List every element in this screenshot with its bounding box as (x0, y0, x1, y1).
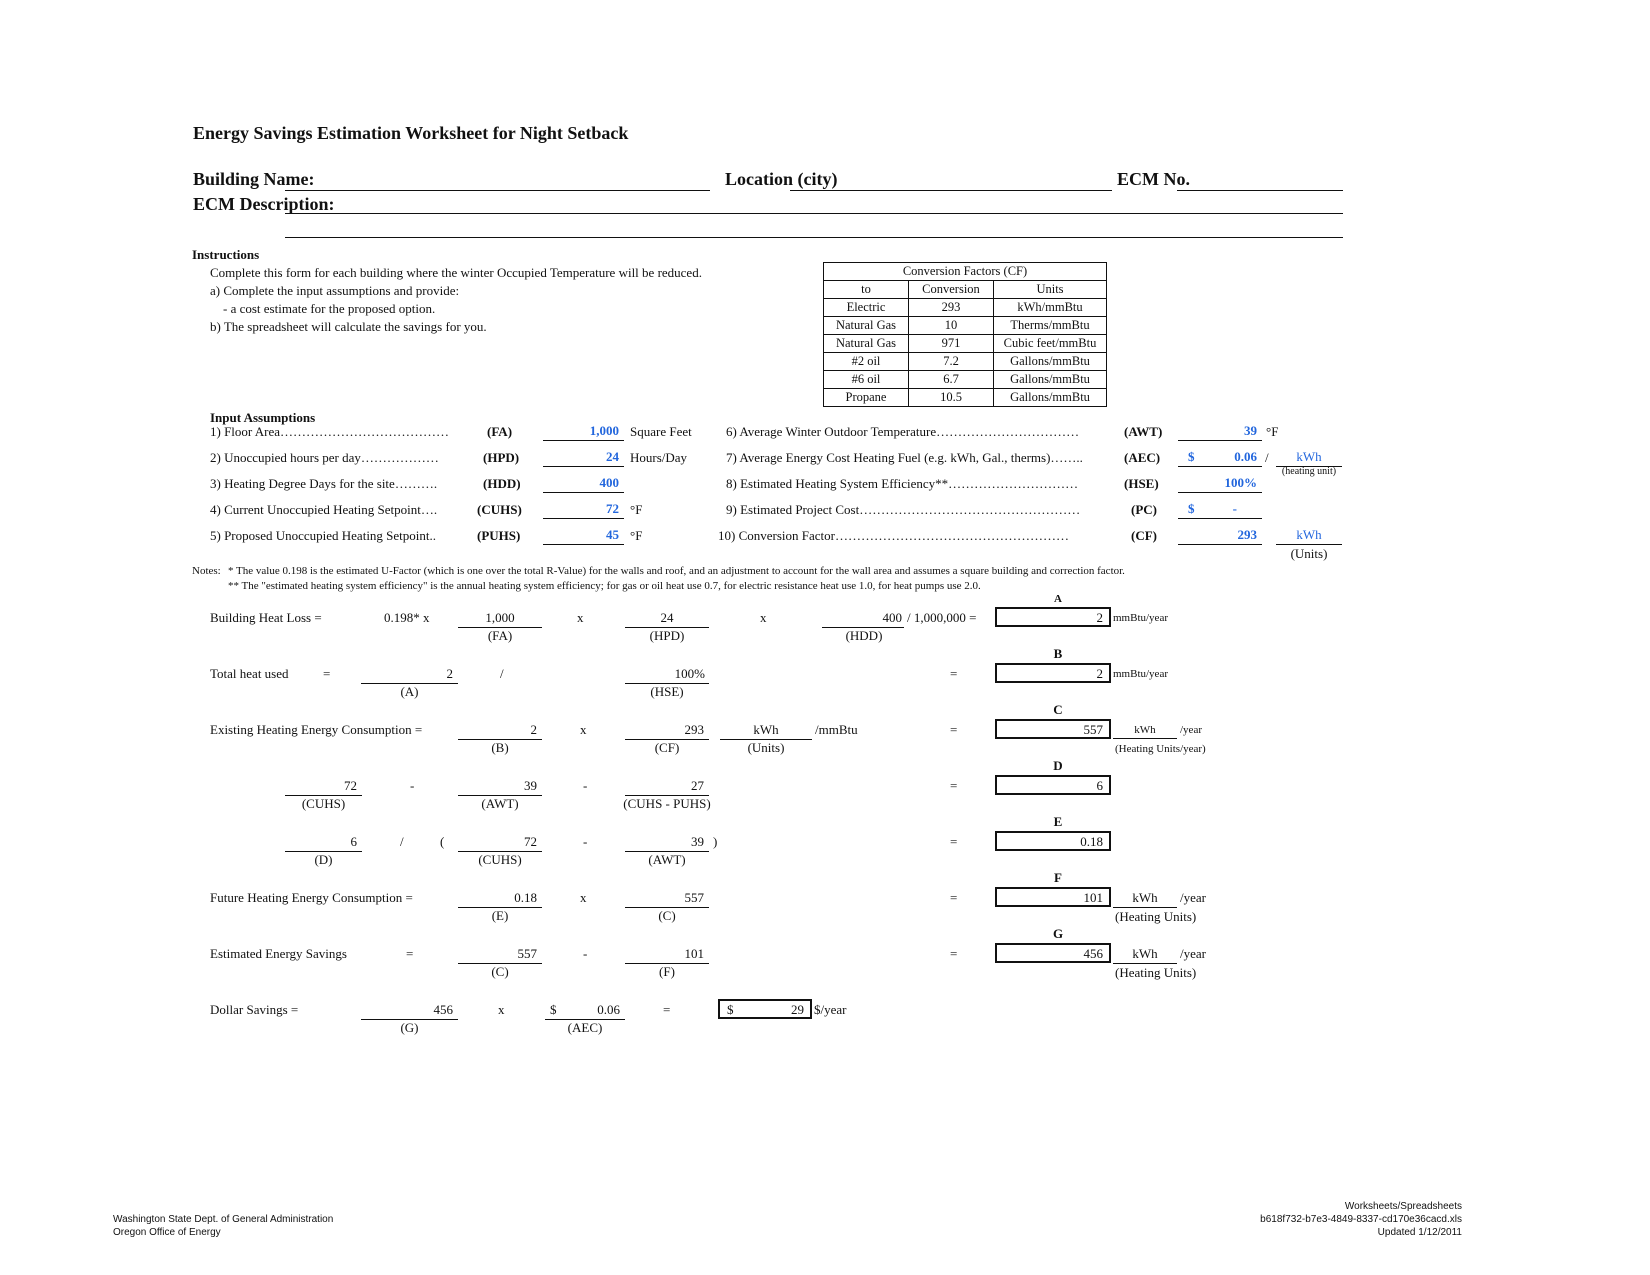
calc-value: 0.06 (597, 1002, 620, 1017)
table-cell: Gallons/mmBtu (994, 389, 1107, 407)
ecm-no-field[interactable] (1177, 190, 1343, 191)
equals: = (323, 666, 331, 681)
calc-value: 101 (625, 946, 709, 964)
operator: - (410, 778, 415, 793)
ecm-no-label: ECM No. (1117, 169, 1190, 189)
paren-close: ) (713, 834, 718, 849)
footer-org-1: Washington State Dept. of General Administration (113, 1214, 334, 1225)
equals: = (950, 722, 958, 737)
calc-divisor: / 1,000,000 = (907, 610, 977, 625)
result-subnote: (Heating Units) (1115, 909, 1197, 924)
calc-label: Building Heat Loss = (210, 610, 322, 625)
table-cell: Natural Gas (824, 335, 909, 353)
proposed-setpoint-input[interactable]: 45 (543, 527, 624, 545)
calc-ref: (AWT) (648, 852, 686, 867)
table-cell: Propane (824, 389, 909, 407)
calc-ref: (G) (400, 1020, 419, 1035)
operator: x (577, 610, 584, 625)
calc-ref: (HSE) (650, 684, 684, 699)
table-row (824, 389, 1107, 407)
result-unit: mmBtu/year (1113, 668, 1168, 680)
equals: = (950, 666, 958, 681)
result-box-a: 2 (995, 607, 1111, 627)
result-subnote: (Heating Units) (1115, 965, 1197, 980)
result-letter: E (1053, 814, 1063, 829)
calc-value: 6 (285, 834, 362, 852)
input-code-hpd: (HPD) (483, 450, 520, 465)
equals: = (406, 946, 414, 961)
conversion-factor-input[interactable]: 293 (1178, 527, 1262, 545)
input-label-puhs: 5) Proposed Unoccupied Heating Setpoint.. (210, 528, 437, 543)
calc-ref: (CUHS) (478, 852, 522, 867)
calc-value: 456 (361, 1002, 458, 1020)
input-unit: Square Feet (630, 424, 692, 439)
input-assumptions-heading: Input Assumptions (210, 410, 316, 425)
result-subnote: (Heating Units/year) (1115, 743, 1206, 755)
input-unit: °F (1266, 424, 1279, 439)
result-letter: D (1053, 758, 1063, 773)
aec-value-cell (545, 1002, 625, 1020)
table-cell: 6.7 (909, 371, 994, 389)
operator: - (583, 778, 588, 793)
result-unit: kWh (1113, 890, 1177, 908)
conversion-header: Conversion (909, 281, 994, 299)
aec-unit: kWh (1276, 449, 1342, 467)
input-label-cf: 10) Conversion Factor……………………………………………… (718, 528, 1069, 543)
dollar-savings-value: 29 (791, 1002, 804, 1017)
cf-unit: kWh (1276, 527, 1342, 545)
table-row (824, 317, 1107, 335)
avg-energy-cost-input[interactable] (1178, 449, 1262, 467)
calc-value: 39 (458, 778, 542, 796)
input-code-hdd: (HDD) (483, 476, 521, 491)
operator: - (583, 834, 588, 849)
calc-ref: (FA) (487, 628, 513, 643)
note-1: * The value 0.198 is the estimated U-Factor (which is one over the total R-Value) for the walls and roof, and an adjustment to account for the wall area and assumes a square building and correction factor. (228, 565, 1125, 577)
calc-ref: (HPD) (649, 628, 685, 643)
input-label-fa: 1) Floor Area………………………………… (210, 424, 450, 439)
table-cell: Natural Gas (824, 317, 909, 335)
input-code-cf: (CF) (1131, 528, 1157, 543)
input-unit: °F (630, 502, 643, 517)
operator: x (580, 890, 587, 905)
calc-label: Dollar Savings = (210, 1002, 299, 1017)
project-cost-input[interactable] (1178, 501, 1262, 519)
instruction-line: - a cost estimate for the proposed option. (223, 301, 436, 316)
calc-label: Estimated Energy Savings (210, 946, 347, 961)
calc-ref: (E) (491, 908, 509, 923)
table-cell: #6 oil (824, 371, 909, 389)
result-box-c: 557 (995, 719, 1111, 739)
building-name-field[interactable] (285, 190, 710, 191)
result-letter: G (1052, 926, 1064, 941)
operator: / (400, 834, 404, 849)
calc-value: 1,000 (458, 610, 542, 628)
aec-slash: / (1265, 450, 1269, 465)
building-name-label: Building Name: (193, 169, 315, 189)
calc-value: 400 (822, 610, 904, 628)
location-label: Location (city) (725, 169, 838, 189)
ecm-description-field[interactable] (285, 213, 1343, 214)
result-box-f: 101 (995, 887, 1111, 907)
calc-ref: (CUHS) (301, 796, 346, 811)
calc-value: 100% (625, 666, 709, 684)
avg-outdoor-temp-input[interactable]: 39 (1178, 423, 1262, 441)
input-code-puhs: (PUHS) (477, 528, 521, 543)
result-letter: C (1053, 702, 1063, 717)
footer-left (113, 1213, 333, 1239)
calc-ref: (HDD) (845, 628, 883, 643)
calc-ref: (D) (314, 852, 333, 867)
location-field[interactable] (790, 190, 1112, 191)
result-box-d: 6 (995, 775, 1111, 795)
calc-ref: (F) (659, 964, 675, 979)
instruction-line: b) The spreadsheet will calculate the savings for you. (210, 319, 487, 334)
currency-symbol: $ (1188, 501, 1195, 516)
footer-right (1260, 1200, 1462, 1239)
unoccupied-hours-input[interactable]: 24 (543, 449, 624, 467)
result-per-year: /year (1180, 724, 1202, 736)
heating-degree-days-input[interactable]: 400 (543, 475, 624, 493)
input-label-aec: 7) Average Energy Cost Heating Fuel (e.g. kWh, Gal., therms)…….. (726, 450, 1083, 465)
result-box-g: 456 (995, 943, 1111, 963)
table-row (824, 299, 1107, 317)
equals: = (950, 946, 958, 961)
input-unit: Hours/Day (630, 450, 688, 465)
conversion-table-title: Conversion Factors (CF) (824, 263, 1107, 281)
result-unit: $/year (814, 1002, 847, 1017)
table-cell: Therms/mmBtu (994, 317, 1107, 335)
floor-area-input[interactable]: 1,000 (543, 423, 624, 441)
table-cell: 293 (909, 299, 994, 317)
calc-value: 557 (625, 890, 709, 908)
operator: x (580, 722, 587, 737)
result-unit: kWh (1113, 946, 1177, 964)
table-cell: 10 (909, 317, 994, 335)
table-cell: kWh/mmBtu (994, 299, 1107, 317)
ecm-description-label: ECM Description: (193, 194, 335, 214)
footer-category: Worksheets/Spreadsheets (1344, 1201, 1462, 1212)
table-row (824, 353, 1107, 371)
result-box-b: 2 (995, 663, 1111, 683)
calc-ref: (CF) (654, 740, 680, 755)
calc-ref: (B) (491, 740, 509, 755)
result-per-year: /year (1180, 946, 1206, 961)
instruction-line: Complete this form for each building where the winter Occupied Temperature will be reduced. (210, 265, 702, 280)
result-letter: A (1054, 593, 1062, 605)
cf-subnote: (Units) (1290, 546, 1328, 561)
calc-ref: (A) (400, 684, 419, 699)
calc-ref: (CUHS - PUHS) (623, 796, 711, 811)
input-code-aec: (AEC) (1124, 450, 1161, 465)
conversion-header: to (824, 281, 909, 299)
calc-per-unit: /mmBtu (815, 722, 858, 737)
table-cell: 7.2 (909, 353, 994, 371)
result-unit: kWh (1113, 724, 1177, 739)
operator: x (498, 1002, 505, 1017)
calc-value: 0.18 (458, 890, 542, 908)
heating-efficiency-input[interactable]: 100% (1178, 475, 1262, 493)
currency-symbol: $ (727, 1002, 734, 1017)
calc-value: 2 (458, 722, 542, 740)
input-code-fa: (FA) (487, 424, 513, 439)
project-cost-value: - (1232, 501, 1237, 516)
current-setpoint-input[interactable]: 72 (543, 501, 624, 519)
input-label-hpd: 2) Unoccupied hours per day……………… (210, 450, 439, 465)
result-unit: mmBtu/year (1113, 612, 1168, 624)
calc-label: Total heat used (210, 666, 289, 681)
avg-energy-cost-value: 0.06 (1234, 449, 1257, 464)
aec-subnote: (heating unit) (1281, 466, 1337, 477)
input-unit: °F (630, 528, 643, 543)
notes-label: Notes: (192, 565, 221, 577)
input-code-cuhs: (CUHS) (477, 502, 522, 517)
input-label-hdd: 3) Heating Degree Days for the site………. (210, 476, 438, 491)
result-letter: B (1053, 646, 1063, 661)
input-label-awt: 6) Average Winter Outdoor Temperature…………………………… (726, 424, 1080, 439)
table-cell: #2 oil (824, 353, 909, 371)
table-cell: 10.5 (909, 389, 994, 407)
calc-ref: (AWT) (481, 796, 519, 811)
table-cell: Cubic feet/mmBtu (994, 335, 1107, 353)
table-cell: 971 (909, 335, 994, 353)
equals: = (950, 834, 958, 849)
input-label-hse: 8) Estimated Heating System Efficiency**………………………… (726, 476, 1079, 491)
table-cell: Gallons/mmBtu (994, 371, 1107, 389)
footer-org-2: Oregon Office of Energy (113, 1227, 221, 1238)
result-per-year: /year (1180, 890, 1206, 905)
equals: = (950, 778, 958, 793)
operator: / (500, 666, 504, 681)
calc-value: 557 (458, 946, 542, 964)
equals: = (663, 1002, 671, 1017)
calc-ref: (C) (658, 908, 676, 923)
currency-symbol: $ (1188, 449, 1195, 464)
result-letter: F (1054, 870, 1062, 885)
conversion-factors-table (823, 262, 1107, 407)
paren-open: ( (440, 834, 445, 849)
result-box-dollar (718, 999, 812, 1019)
calc-value: 27 (625, 778, 709, 796)
table-cell: Gallons/mmBtu (994, 353, 1107, 371)
calc-value: kWh (720, 722, 812, 740)
conversion-header: Units (994, 281, 1107, 299)
instructions-heading: Instructions (192, 247, 260, 262)
equals: = (950, 890, 958, 905)
calc-label: Existing Heating Energy Consumption = (210, 722, 423, 737)
calc-value: 72 (285, 778, 362, 796)
calc-label: Future Heating Energy Consumption = (210, 890, 413, 905)
calc-value: 24 (625, 610, 709, 628)
instruction-line: a) Complete the input assumptions and provide: (210, 283, 460, 298)
operator: x (760, 610, 767, 625)
calc-factor: 0.198* x (384, 610, 430, 625)
calc-value: 72 (458, 834, 542, 852)
input-label-pc: 9) Estimated Project Cost…………………………………………… (726, 502, 1081, 517)
footer-filename: b618f732-b7e3-4849-8337-cd170e36cacd.xls (1260, 1214, 1462, 1225)
result-box-e: 0.18 (995, 831, 1111, 851)
table-row (824, 371, 1107, 389)
footer-updated: Updated 1/12/2011 (1377, 1227, 1462, 1238)
page-title: Energy Savings Estimation Worksheet for Night Setback (193, 123, 629, 143)
calc-value: 2 (361, 666, 458, 684)
note-2: ** The "estimated heating system efficiency" is the annual heating system efficiency; for gas or oil heat use 0.7, for electric resistance heat use 1.0, for heat pumps use 2.0. (228, 580, 981, 592)
table-row (824, 335, 1107, 353)
operator: - (583, 946, 588, 961)
currency-symbol: $ (550, 1002, 557, 1017)
calc-ref: (Units) (747, 740, 785, 755)
ecm-description-field-line2[interactable] (285, 237, 1343, 238)
input-code-hse: (HSE) (1124, 476, 1159, 491)
calc-value: 39 (625, 834, 709, 852)
input-code-awt: (AWT) (1124, 424, 1163, 439)
input-label-cuhs: 4) Current Unoccupied Heating Setpoint…. (210, 502, 438, 517)
input-code-pc: (PC) (1131, 502, 1157, 517)
table-cell: Electric (824, 299, 909, 317)
calc-ref: (AEC) (567, 1020, 603, 1035)
calc-value: 293 (625, 722, 709, 740)
calc-ref: (C) (491, 964, 509, 979)
